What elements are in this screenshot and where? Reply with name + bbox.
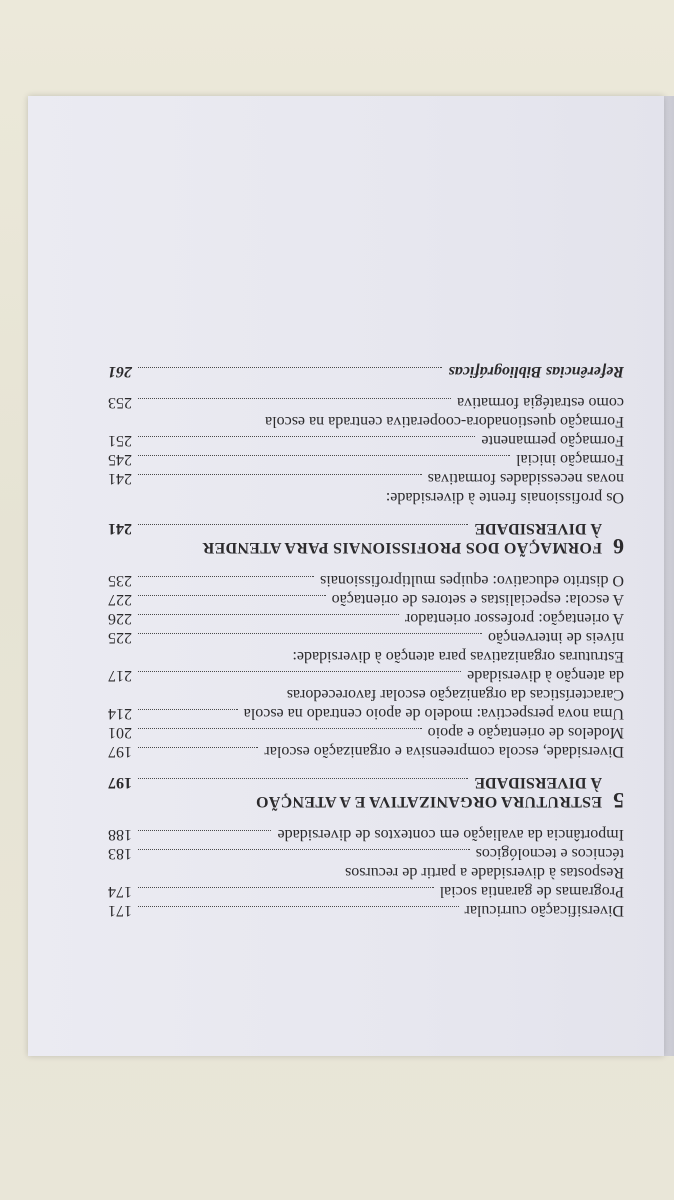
page-number: 261 [108, 363, 132, 380]
toc-entry-title: Uma nova perspectiva: modelo de apoio centrado na escola [243, 705, 624, 722]
toc-entry [96, 825, 624, 844]
dot-leader [138, 595, 326, 596]
toc-entry [96, 571, 624, 590]
table-of-contents [28, 96, 664, 1056]
dot-leader [138, 671, 461, 672]
page-number: 251 [108, 432, 132, 449]
toc-entry-title: Formação inicial [516, 451, 624, 468]
page-number: 197 [108, 774, 132, 791]
chapter-heading [96, 773, 624, 811]
toc-entry [96, 590, 624, 609]
dot-leader [138, 576, 314, 577]
page-number: 241 [108, 470, 132, 487]
toc-entry [96, 704, 624, 723]
dot-leader [138, 830, 271, 831]
toc-entry-title: O distrito educativo: equipes multiprofissionais [320, 572, 624, 589]
toc-entry [96, 666, 624, 704]
toc-entry-title: Referências Bibliográficas [448, 363, 624, 380]
toc-entry [96, 901, 624, 920]
toc-entry-title: Modelos de orientação e apoio [427, 724, 624, 741]
page-number: 183 [108, 845, 132, 862]
toc-entry [96, 882, 624, 901]
dot-leader [138, 455, 510, 456]
toc-entry [96, 628, 624, 666]
dot-leader [138, 614, 399, 615]
chapter-heading [96, 519, 624, 557]
toc-entry-title: Diversidade, escola compreensiva e organização escolar [264, 743, 624, 760]
toc-entry-line: Os profissionais frente à diversidade: [385, 489, 624, 506]
toc-entry-title: novas necessidades formativas [427, 470, 624, 487]
toc-entry-title: A orientação: professor orientador [404, 610, 624, 627]
dot-leader [138, 524, 468, 525]
page-number: 226 [108, 610, 132, 627]
toc-entry-title: como estratégia formativa [456, 394, 624, 411]
page-number: 174 [108, 883, 132, 900]
dot-leader [138, 436, 475, 437]
page-number: 245 [108, 451, 132, 468]
dot-leader [138, 367, 442, 368]
page-number: 217 [108, 667, 132, 684]
toc-entry [96, 723, 624, 742]
toc-entry-line: Estruturas organizativas para atenção à diversidade: [292, 648, 624, 665]
page-number: 201 [108, 724, 132, 741]
toc-entry [96, 450, 624, 469]
toc-entry-line: Formação questionadora-cooperativa centrada na escola [265, 413, 624, 430]
page-number: 188 [108, 826, 132, 843]
dot-leader [138, 398, 451, 399]
toc-list [96, 362, 624, 920]
toc-entry [96, 773, 602, 792]
dot-leader [138, 906, 459, 907]
page-number: 214 [108, 705, 132, 722]
toc-entry [96, 431, 624, 450]
page-number: 241 [108, 520, 132, 537]
toc-entry-title: Programas de garantia social [439, 883, 624, 900]
dot-leader [138, 728, 422, 729]
toc-entry-title: técnicos e tecnológicos [475, 845, 624, 862]
dot-leader [138, 778, 468, 779]
page-number: 197 [108, 743, 132, 760]
toc-entry-title: Diversificação curricular [464, 902, 624, 919]
dot-leader [138, 709, 238, 710]
chapter-number: 6 [613, 534, 624, 559]
toc-entry-title: Importância da avaliação em contextos de diversidade [277, 826, 624, 843]
chapter-number: 5 [613, 788, 624, 813]
dot-leader [138, 747, 258, 748]
toc-entry [96, 844, 624, 882]
chapter-title: FORMAÇÃO DOS PROFISSIONAIS PARA ATENDER [202, 539, 602, 556]
toc-entry-title: À DIVERSIDADE [474, 774, 602, 791]
page-number: 225 [108, 629, 132, 646]
page-number: 227 [108, 591, 132, 608]
page-number: 171 [108, 902, 132, 919]
book-page [28, 96, 664, 1056]
toc-entry [96, 742, 624, 761]
dot-leader [138, 849, 470, 850]
dot-leader [138, 887, 434, 888]
page-number: 235 [108, 572, 132, 589]
toc-entry-title: Formação permanente [481, 432, 624, 449]
toc-entry-title: níveis de intervenção [488, 629, 624, 646]
toc-entry [96, 362, 624, 381]
dot-leader [138, 633, 482, 634]
toc-entry-line: Características da organização escolar favorecedoras [286, 686, 624, 703]
toc-entry-line: Respostas à diversidade a partir de recursos [344, 864, 624, 881]
toc-entry-title: A escola: especialistas e setores de orientação [331, 591, 624, 608]
toc-entry [96, 519, 602, 538]
toc-entry [96, 609, 624, 628]
dot-leader [138, 474, 422, 475]
toc-entry-title: da atenção à diversidade [467, 667, 624, 684]
toc-entry [96, 469, 624, 507]
toc-entry-title: À DIVERSIDADE [474, 520, 602, 537]
toc-entry [96, 393, 624, 431]
chapter-title: ESTRUTURA ORGANIZATIVA E A ATENÇÃO [255, 793, 602, 810]
page-number: 253 [108, 394, 132, 411]
